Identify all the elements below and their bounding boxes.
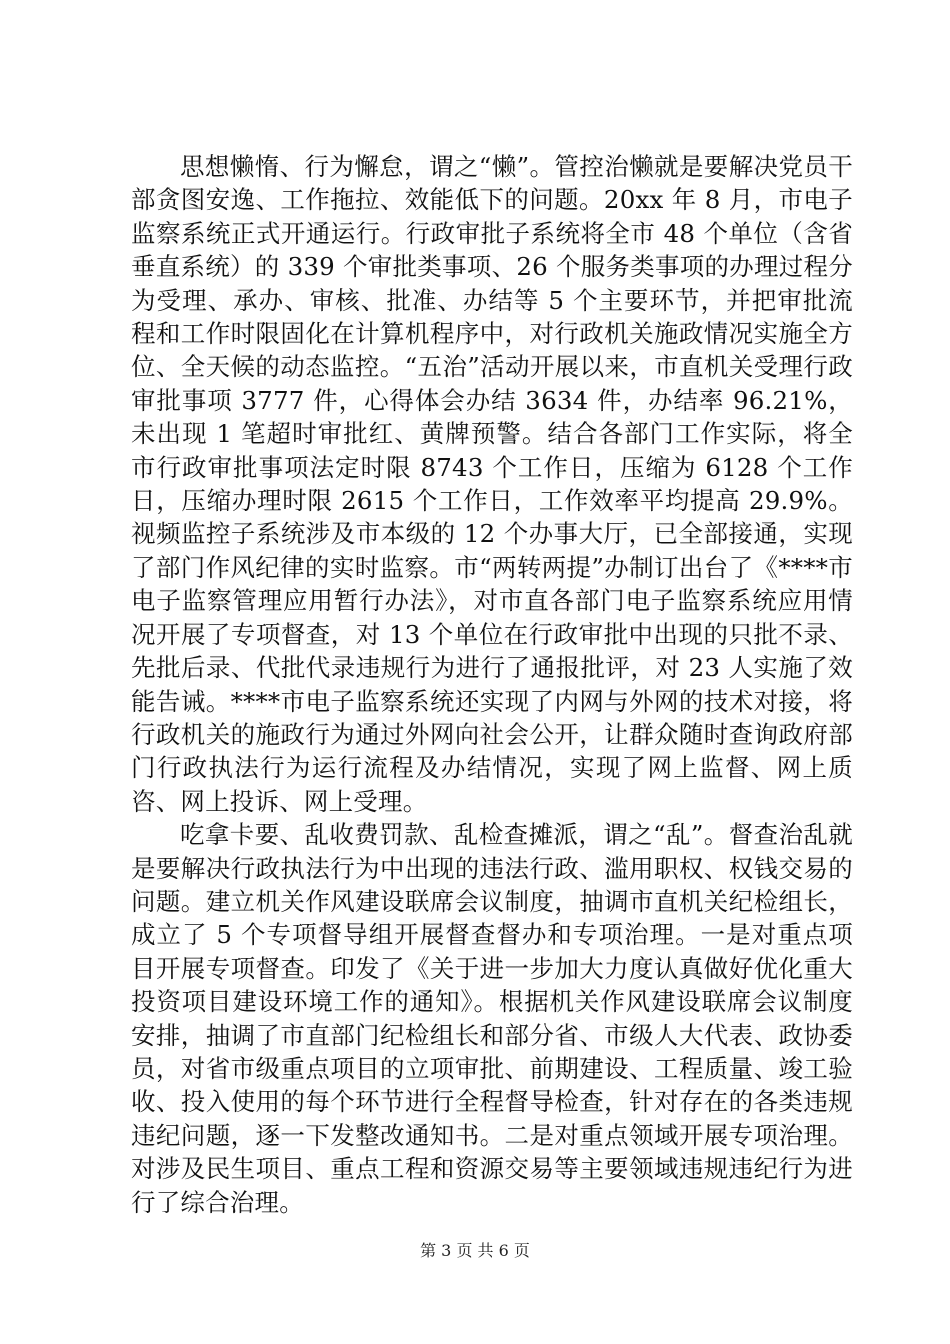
paragraph-disorder-governance: 吃拿卡要、乱收费罚款、乱检查摊派，谓之“乱”。督查治乱就是要解决行政执法行为中出现的违法行政、滥用职权、权钱交易的问题。建立机关作风建设联席会议制度，抽调市直机关纪检组长，成立了 5 个专项督导组开展督查督办和专项治理。一是对重点项目开展专项督查。印发了《关于进一步加大力度认真做好优化重大投资项目建设环境工作的通知》。根据机关作风建设联席会议制度安排，抽调了市直部门纪检组长和部分省、市级人大代表、政协委员，对省市级重点项目的立项审批、前期建设、工程质量、竣工验收、投入使用的每个环节进行全程督导检查，针对存在的各类违规违纪问题，逐一下发整改通知书。二是对重点领域开展专项治理。对涉及民生项目、重点工程和资源交易等主要领域违规违纪行为进行了综合治理。 — [131, 820, 853, 1217]
paragraph-lazy-governance: 思想懒惰、行为懈怠，谓之“懒”。管控治懒就是要解决党员干部贪图安逸、工作拖拉、效能低下的问题。20xx 年 8 月，市电子监察系统正式开通运行。行政审批子系统将全市 48 个单位（含省垂直系统）的 339 个审批类事项、26 个服务类事项的办理过程分为受理、承办、审核、批准、办结等 5 个主要环节，并把审批流程和工作时限固化在计算机程序中，对行政机关施政情况实施全方位、全天候的动态监控。“五治”活动开展以来，市直机关受理行政审批事项 3777 件，心得体会办结 3634 件，办结率 96.21%，未出现 1 笔超时审批红、黄牌预警。结合各部门工作实际，将全市行政审批事项法定时限 8743 个工作日，压缩为 6128 个工作日，压缩办理时限 2615 个工作日，工作效率平均提高 29.9%。视频监控子系统涉及市本级的 12 个办事大厅，已全部接通，实现了部门作风纪律的实时监察。市“两转两提”办制订出台了《****市电子监察管理应用暂行办法》，对市直各部门电子监察系统应用情况开展了专项督查，对 13 个单位在行政审批中出现的只批不录、先批后录、代批代录违规行为进行了通报批评，对 23 人实施了效能告诫。****市电子监察系统还实现了内网与外网的技术对接，将行政机关的施政行为通过外网向社会公开，让群众随时查询政府部门行政执法行为运行流程及办结情况，实现了网上监督、网上质咨、网上投诉、网上受理。 — [131, 152, 853, 816]
document-body — [131, 150, 853, 1219]
page-footer: 第 3 页 共 6 页 — [420, 1241, 530, 1260]
